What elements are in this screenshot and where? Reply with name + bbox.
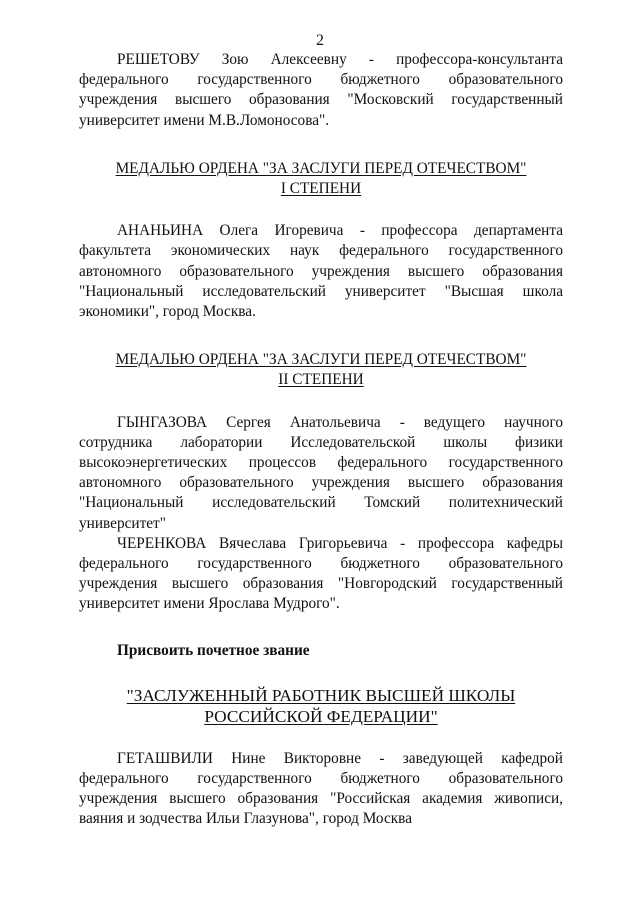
heading-medal-degree: I СТЕПЕНИ [280,180,362,198]
award-entry-gyngazov: ГЫНГАЗОВА Сергея Анатольевича - ведущего научного сотрудника лаборатории Исследовательской школы физики высокоэнергетических процессов федерального государственного автономного образовательного учреждения высшего образования "Национальный исследовательский Томский политехнический университет" [79,413,563,532]
award-entry-getashvili: ГЕТАШВИЛИ Нине Викторовне - заведующей кафедрой федерального государственного бюджетного образовательного учреждения высшего образования "Российская академия живописи, ваяния и зодчества Ильи Глазунова", город Москва [79,749,563,828]
heading-honor-line-1: "ЗАСЛУЖЕННЫЙ РАБОТНИК ВЫСШЕЙ ШКОЛЫ [126,685,516,705]
document-body [79,50,563,830]
assign-title-heading: Присвоить почетное звание [117,641,310,659]
section-heading-medal-first-degree [79,159,563,199]
award-entry-reshetova: РЕШЕТОВУ Зою Алексеевну - профессора-консультанта федерального государственного бюджетного образовательного учреждения высшего образования "Московский государственный университет имени М.В.Ломоносова". [79,51,563,129]
heading-medal-degree: II СТЕПЕНИ [278,371,364,389]
heading-medal-title: МЕДАЛЬЮ ОРДЕНА "ЗА ЗАСЛУГИ ПЕРЕД ОТЕЧЕСТВОМ" [115,159,527,177]
award-entry-cherenkov: ЧЕРЕНКОВА Вячеслава Григорьевича - профессора кафедры федерального государственного бюджетного образовательного учреждения высшего образования "Новгородский государственный университет имени Ярослава Мудрого". [79,534,563,613]
heading-medal-title: МЕДАЛЬЮ ОРДЕНА "ЗА ЗАСЛУГИ ПЕРЕД ОТЕЧЕСТВОМ" [115,351,527,369]
section-heading-honorary-title [79,685,563,727]
section-heading-medal-second-degree [79,350,563,390]
award-entry-ananyin: АНАНЬИНА Олега Игоревича - профессора департамента факультета экономических наук федерального государственного автономного образовательного учреждения высшего образования "Национальный исследовательский университет "Высшая школа экономики", город Москва. [79,222,563,321]
heading-honor-line-2: РОССИЙСКОЙ ФЕДЕРАЦИИ" [204,706,438,726]
page-number: 2 [316,32,324,49]
